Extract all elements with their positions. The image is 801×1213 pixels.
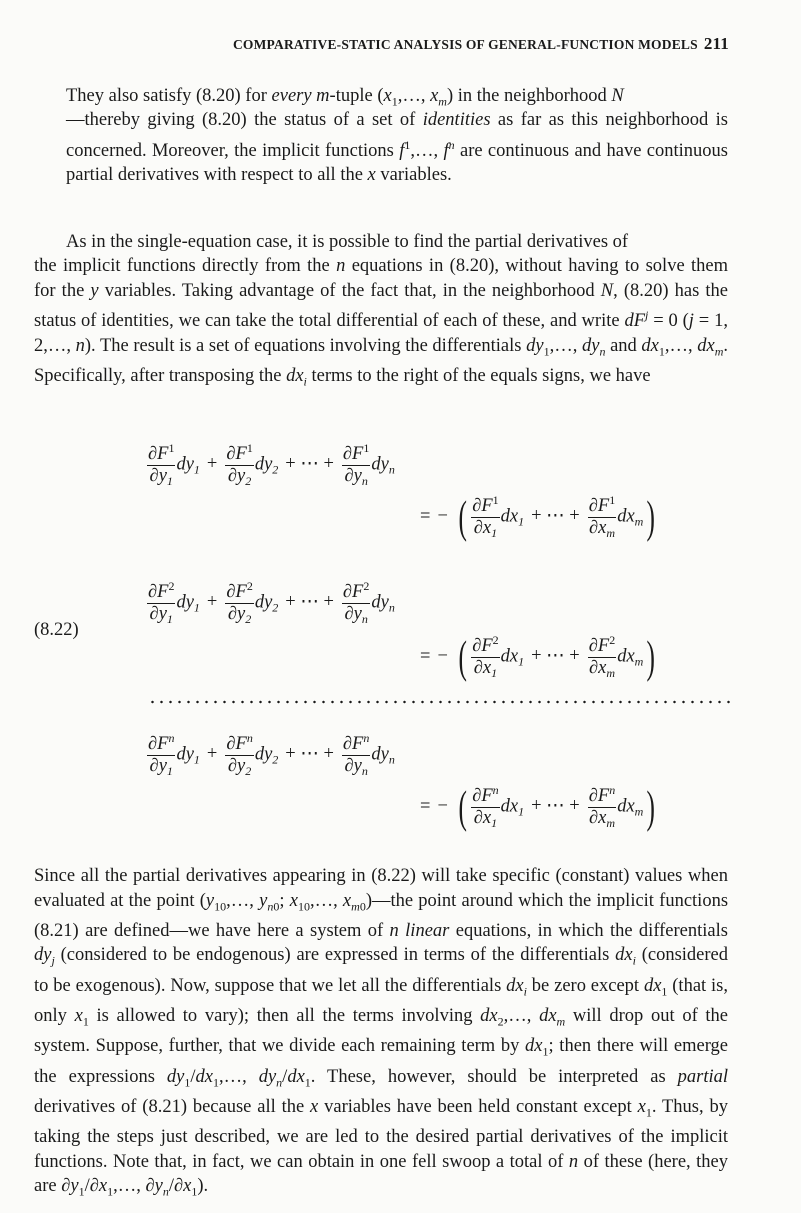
paragraph-2-first: As in the single-equation case, it is possible to find the partial derivatives of (66, 232, 629, 252)
equation-row-n-rhs: = − ( $\frac{\partial F^n}{\partial x_1}$ $dx_1$ + ⋯ + $\frac{\partial F^n}{\partial x_m}$ $dx_m$) (420, 781, 656, 832)
running-head (0, 34, 729, 54)
paragraph-1: They also satisfy (8.20) for every m-tuple ($x_1,\dots$, $x_m$) in the neighborhood N (66, 86, 624, 109)
paragraph-1-cont: —thereby giving (8.20) the status of a set of identities as far as this neighborhood is concerned. Moreover, the implicit functions $f^1,\dots$, $f^n$ are continuous and have continuous partial derivatives with respect to all the x variables. (66, 110, 728, 186)
equation-row-2-rhs: = − ( $\frac{\partial F^2}{\partial x_1}$ $dx_1$ + ⋯ + $\frac{\partial F^2}{\partial x_m}$ $dx_m$) (420, 631, 656, 682)
equation-number: (8.22) (34, 620, 79, 640)
equation-row-1-lhs: $\frac{\partial F^1}{\partial y_1}$ $dy_1$ + $\frac{\partial F^1}{\partial y_2}$ $dy_2$ + ⋯ + $\frac{\partial F^1}{\partial y_n}$ $dy_n$ (146, 438, 395, 492)
paragraph-3: Since all the partial derivatives appearing in (8.22) will take specific (constant) values when evaluated at the point ($y_{10},\dots$, $y_{n0}$; $x_{10},\dots$, $x_{m0})—the$ point around which the implicit functions (8.21) are defined—we have here a system of n linear equations, in which the differentials $dy_j$ (considered to be endogenous) are expressed in terms of the differentials $dx_i$ (considered to be exogenous). Now, suppose that we let all the differentials $dx_i$ be zero except $dx_1$ (that is, only $x_1$ is allowed to vary); then all the terms involving $dx_2,\dots$, $dx_m$ will drop out of the system. Suppose, further, that we divide each remaining term by $dx_1$; then there will emerge the expressions $dy_1/dx_1,\dots$, $dy_n/dx_1$. These, however, should be interpreted as partial derivatives of (8.21) because all the x variables have been held constant except $x_1$. Thus, by taking the steps just described, we are led to the desired partial derivatives of the implicit functions. Note that, in fact, we can obtain in one fell swoop a total of n of these (here, they are $\partial y_1/\partial x_1,\dots$, $\partial y_n/\partial x_1$). (34, 866, 729, 1200)
page-number: 211 (703, 34, 729, 53)
ellipsis-row (148, 700, 732, 704)
running-title: COMPARATIVE-STATIC ANALYSIS OF GENERAL-FUNCTION MODELS (232, 37, 698, 52)
equation-row-n-lhs: $\frac{\partial F^n}{\partial y_1}$ $dy_1$ + $\frac{\partial F^n}{\partial y_2}$ $dy_2$ + ⋯ + $\frac{\partial F^n}{\partial y_n}$ $dy_n$ (146, 728, 395, 782)
equation-row-1-rhs: = − ( $\frac{\partial F^1}{\partial x_1}$ $dx_1$ + ⋯ + $\frac{\partial F^1}{\partial x_m}$ $dx_m$) (420, 491, 656, 542)
equation-row-2-lhs: $\frac{\partial F^2}{\partial y_1}$ $dy_1$ + $\frac{\partial F^2}{\partial y_2}$ $dy_2$ + ⋯ + $\frac{\partial F^2}{\partial y_n}$ $dy_n$ (146, 576, 395, 630)
paragraph-2: the implicit functions directly from the n equations in (8.20), without having to solve them for the y variables. Taking advantage of the fact that, in the neighborhood N, (8.20) has the status of identities, we can take the total differential of each of these, and write $dF^j = 0$ (j = 1, 2,…, n). The result is a set of equations involving the differentials $dy_1,\dots$, $dy_n$ and $dx_1,\dots$, $dx_m$. Specifically, after transposing the $dx_i$ terms to the right of the equals signs, we have (34, 256, 729, 389)
